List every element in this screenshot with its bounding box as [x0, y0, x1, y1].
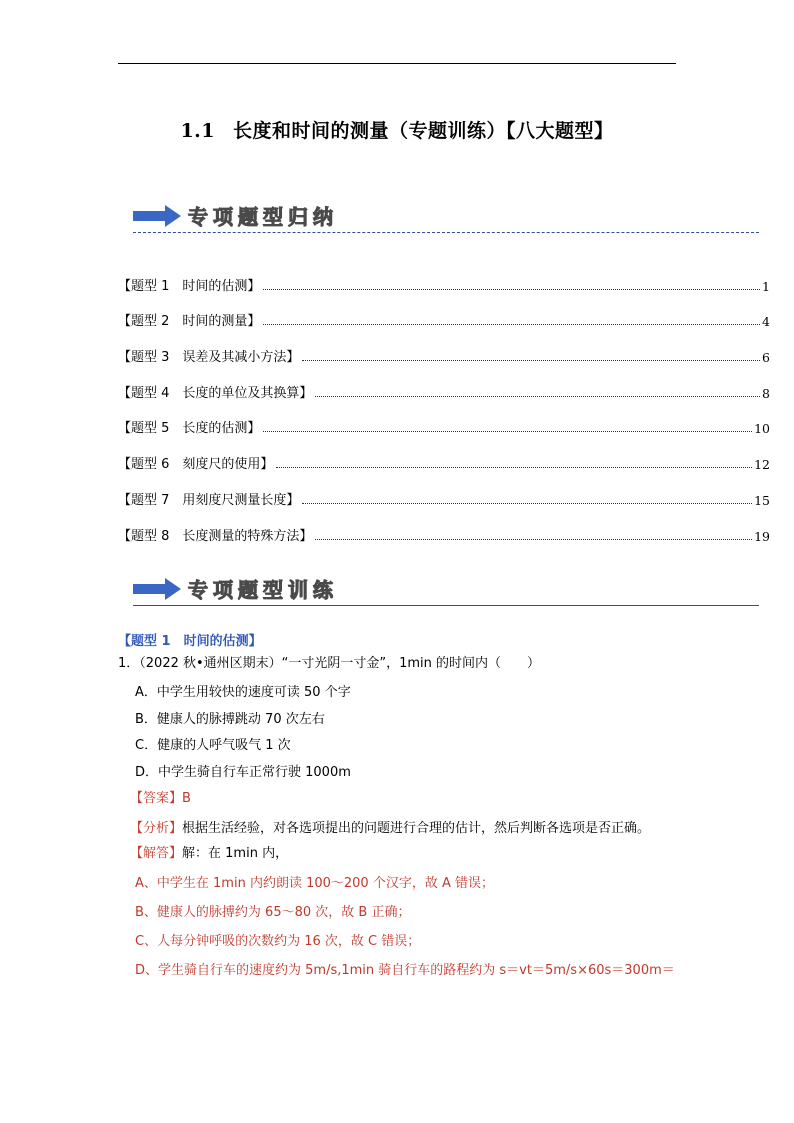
toc-item[interactable]: 【题型 2 时间的测量】 4: [118, 314, 770, 330]
solution-line-b: B、健康人的脉搏约为 65～80 次，故 B 正确；: [135, 905, 411, 920]
table-of-contents: [118, 258, 770, 544]
toc-item[interactable]: 【题型 5 长度的估测】 10: [118, 421, 770, 437]
solution-line-a: A、中学生在 1min 内约朗读 100～200 个汉字，故 A 错误；: [135, 876, 494, 891]
title-number: 1.1: [180, 120, 216, 142]
toc-item[interactable]: 【题型 3 误差及其减小方法】 6: [118, 350, 770, 366]
answer-value: B: [182, 791, 191, 806]
analysis-text: 根据生活经验，对各选项提出的问题进行合理的估计，然后判断各选项是否正确。: [182, 821, 651, 836]
arrow-icon: [133, 578, 181, 600]
header-rule: [118, 63, 676, 64]
toc-item[interactable]: 【题型 4 长度的单位及其换算】 8: [118, 385, 770, 401]
section-header-training: [133, 572, 759, 606]
toc-item[interactable]: 【题型 6 刻度尺的使用】 12: [118, 457, 770, 473]
toc-item[interactable]: 【题型 7 用刻度尺测量长度】 15: [118, 492, 770, 508]
section-label: 专项题型归纳: [188, 205, 338, 229]
section-divider: [133, 232, 759, 233]
question-block: [118, 630, 678, 988]
option-a: A．中学生用较快的速度可读 50 个字: [135, 685, 351, 700]
question-stem: 1．（2022 秋•通州区期末）“一寸光阴一寸金”，1min 的时间内（ ）: [118, 656, 541, 671]
option-b: B．健康人的脉搏跳动 70 次左右: [135, 711, 325, 727]
title-text: 长度和时间的测量（专题训练）【八大题型】: [233, 120, 614, 142]
option-d: D．中学生骑自行车正常行驶 1000m: [135, 764, 351, 780]
section-label: 专项题型训练: [188, 578, 338, 602]
option-c: C．健康的人呼气吸气 1 次: [135, 738, 291, 753]
question-type-label: 【题型 1 时间的估测】: [118, 634, 262, 649]
solution-label: 【解答】: [130, 846, 183, 861]
answer-line: [118, 787, 678, 816]
solution-line-d: D、学生骑自行车的速度约为 5m/s,1min 骑自行车的路程约为 s＝vt＝5m/s×60s＝300m＝: [135, 963, 675, 978]
solution-intro-line: [118, 842, 678, 872]
solution-line-c: C、人每分钟呼吸的次数约为 16 次，故 C 错误；: [135, 934, 421, 949]
page-title: [0, 116, 794, 143]
arrow-icon: [133, 205, 181, 227]
section-header-toc: [133, 199, 759, 233]
analysis-paragraph: [118, 816, 678, 842]
analysis-label: 【分析】: [130, 821, 183, 836]
section-divider: [133, 605, 759, 606]
toc-item[interactable]: 【题型 8 长度测量的特殊方法】 19: [118, 528, 770, 544]
solution-intro: 解：在 1min 内，: [182, 846, 289, 861]
answer-label: 【答案】: [130, 791, 183, 806]
toc-item[interactable]: 【题型 1 时间的估测】 1: [118, 278, 770, 294]
